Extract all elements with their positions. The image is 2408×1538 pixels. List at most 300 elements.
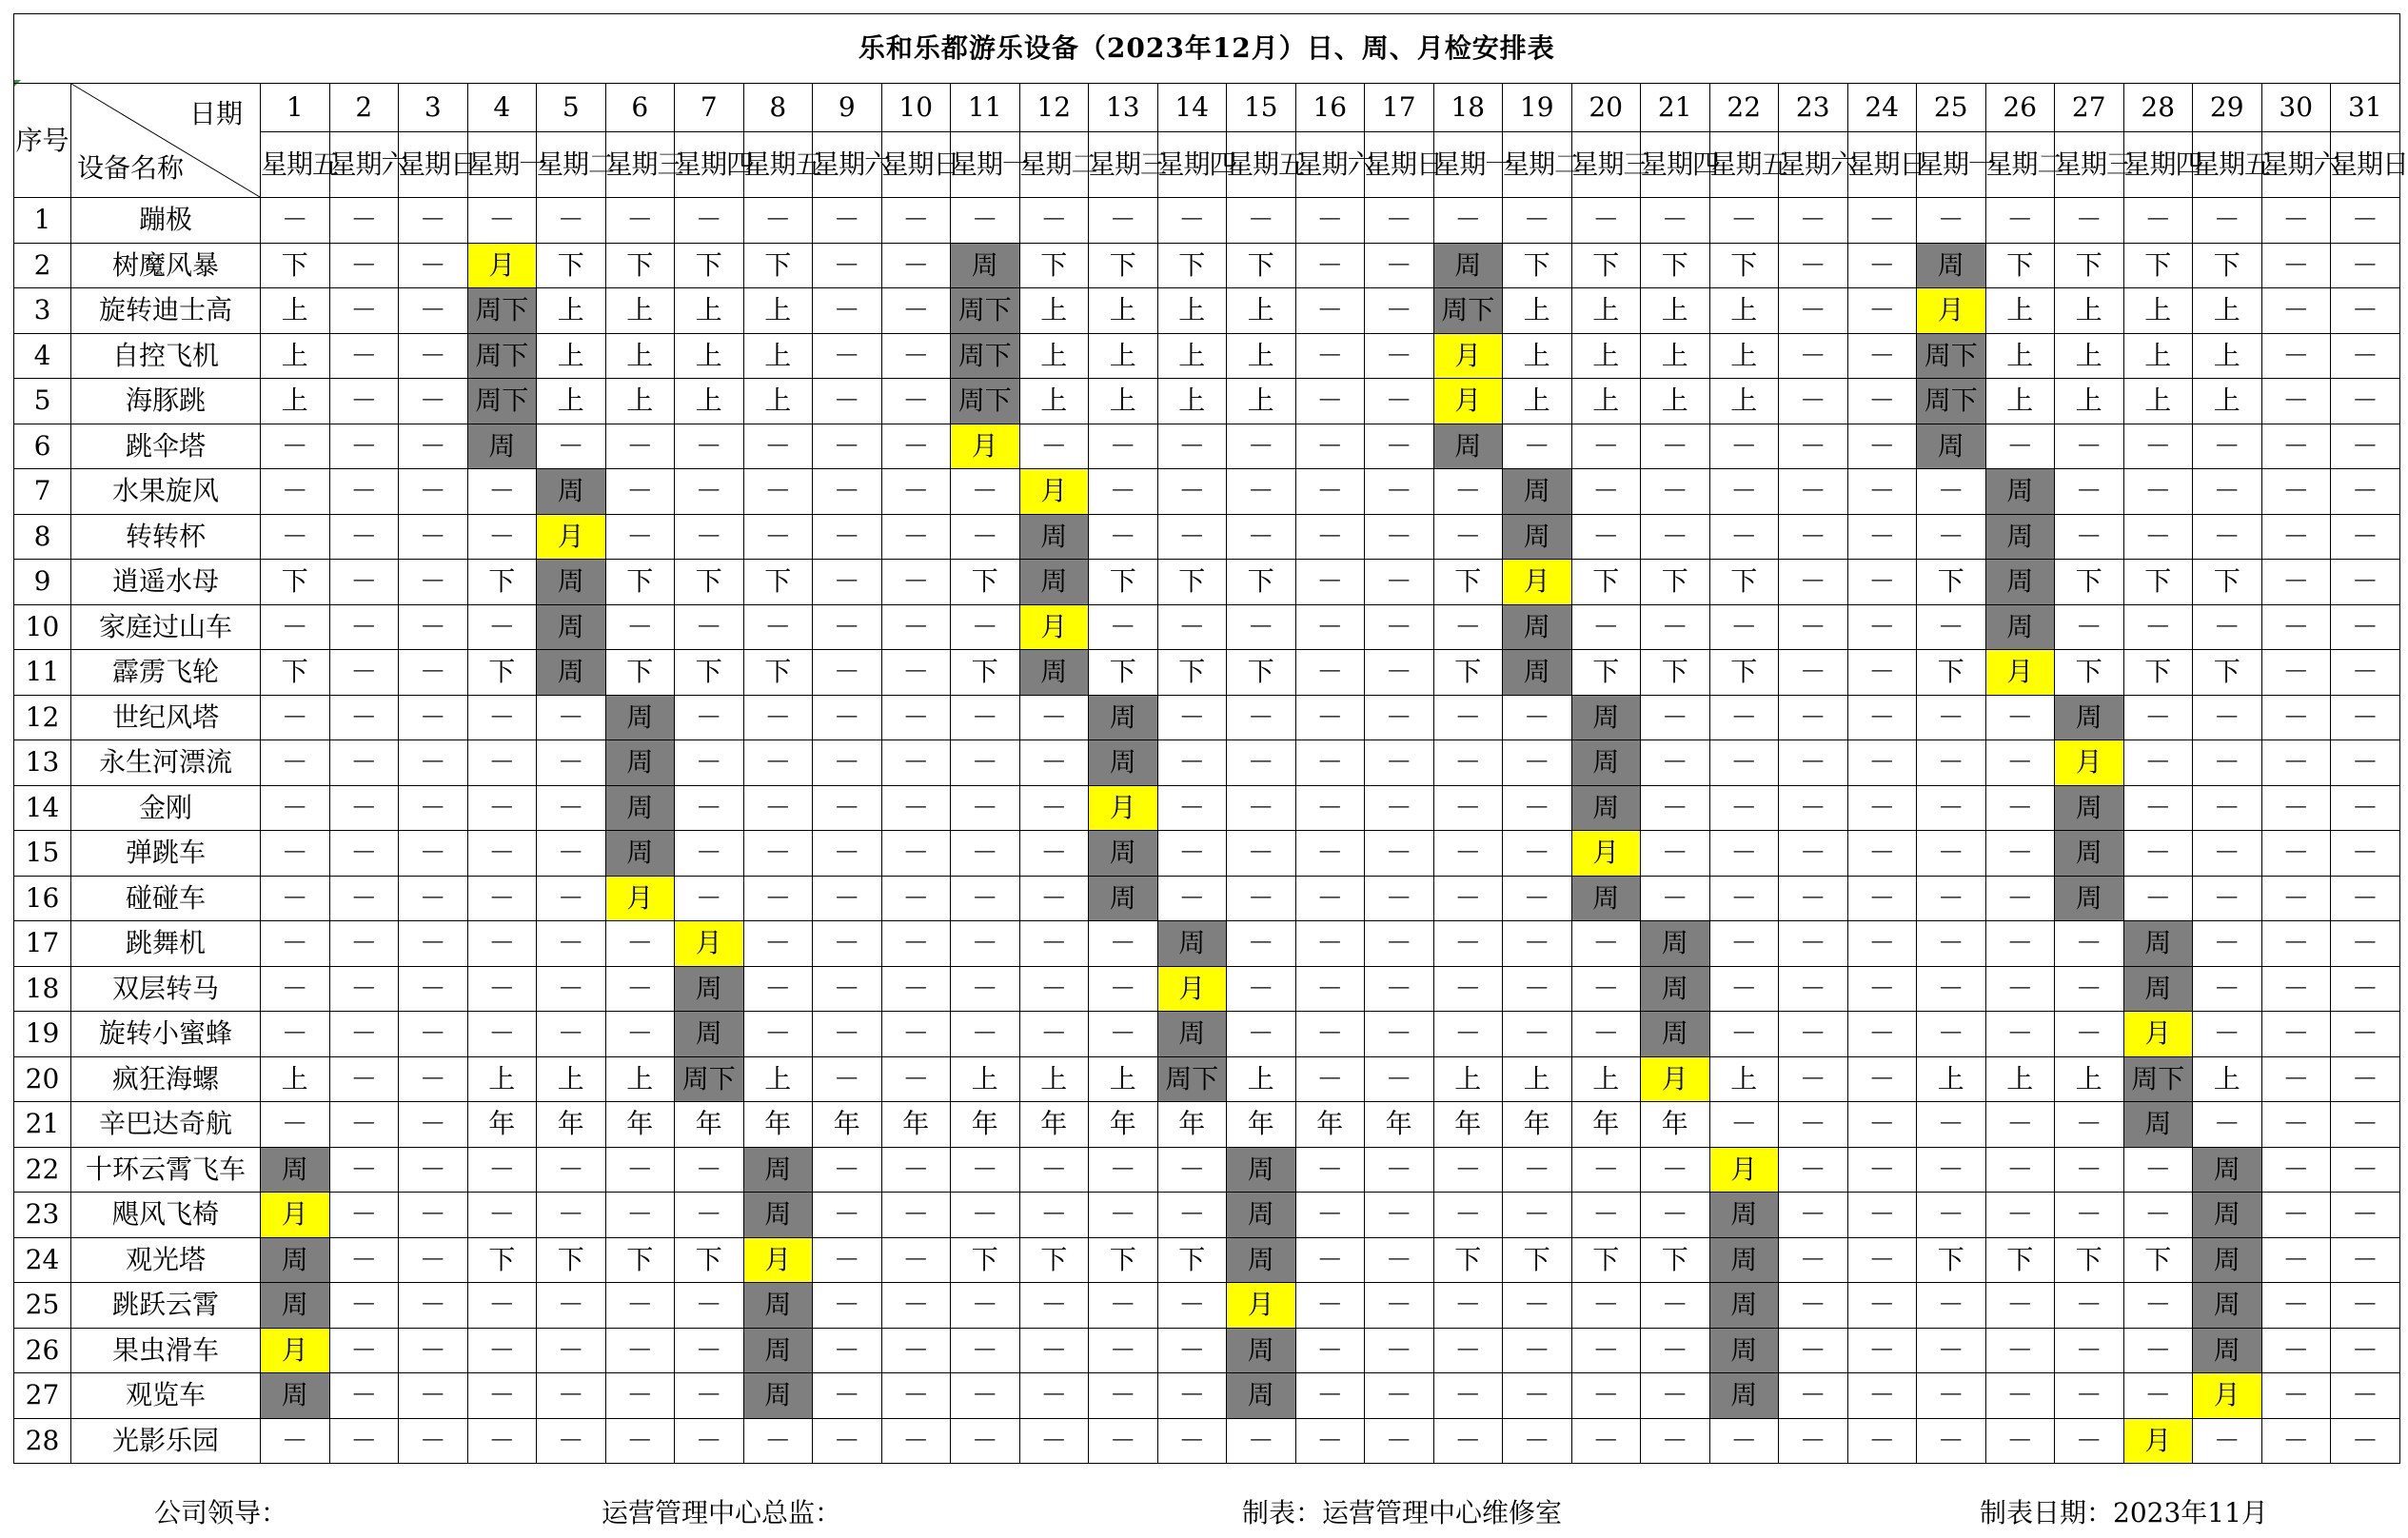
- schedule-cell[interactable]: 上: [2055, 333, 2124, 379]
- schedule-cell[interactable]: －: [1503, 831, 1572, 877]
- schedule-cell[interactable]: －: [1847, 604, 1917, 650]
- schedule-cell[interactable]: 年: [1157, 1102, 1227, 1148]
- schedule-cell[interactable]: －: [2331, 288, 2400, 334]
- schedule-cell[interactable]: 上: [1227, 333, 1296, 379]
- schedule-cell[interactable]: －: [399, 1193, 468, 1238]
- schedule-cell[interactable]: －: [2123, 1373, 2193, 1419]
- schedule-cell[interactable]: －: [1157, 785, 1227, 831]
- schedule-cell[interactable]: 周: [605, 740, 675, 786]
- schedule-cell[interactable]: 上: [1503, 288, 1572, 334]
- schedule-cell[interactable]: －: [1847, 695, 1917, 740]
- schedule-cell[interactable]: 上: [675, 288, 744, 334]
- schedule-cell[interactable]: －: [2123, 604, 2193, 650]
- schedule-cell[interactable]: －: [399, 1102, 468, 1148]
- schedule-cell[interactable]: 上: [605, 1056, 675, 1102]
- schedule-cell[interactable]: －: [881, 243, 951, 288]
- schedule-cell[interactable]: －: [1227, 604, 1296, 650]
- schedule-cell[interactable]: －: [329, 1056, 399, 1102]
- schedule-cell[interactable]: 周: [537, 560, 606, 605]
- schedule-cell[interactable]: －: [1295, 198, 1365, 244]
- schedule-cell[interactable]: 上: [537, 333, 606, 379]
- schedule-cell[interactable]: －: [2123, 424, 2193, 469]
- schedule-cell[interactable]: 下: [1157, 560, 1227, 605]
- schedule-cell[interactable]: 周: [2123, 1102, 2193, 1148]
- schedule-cell[interactable]: －: [2261, 1193, 2331, 1238]
- schedule-cell[interactable]: －: [399, 243, 468, 288]
- schedule-cell[interactable]: －: [2331, 740, 2400, 786]
- schedule-cell[interactable]: 月: [261, 1328, 330, 1373]
- schedule-cell[interactable]: －: [2193, 785, 2262, 831]
- schedule-cell[interactable]: 周下: [951, 333, 1020, 379]
- schedule-cell[interactable]: －: [1985, 1012, 2055, 1057]
- schedule-cell[interactable]: 上: [1019, 379, 1089, 424]
- schedule-cell[interactable]: －: [1019, 1147, 1089, 1193]
- schedule-cell[interactable]: －: [1985, 1193, 2055, 1238]
- schedule-cell[interactable]: 周: [537, 469, 606, 515]
- schedule-cell[interactable]: －: [1157, 1193, 1227, 1238]
- schedule-cell[interactable]: －: [329, 1373, 399, 1419]
- schedule-cell[interactable]: －: [2261, 469, 2331, 515]
- schedule-cell[interactable]: －: [1641, 424, 1710, 469]
- schedule-cell[interactable]: －: [1847, 379, 1917, 424]
- schedule-cell[interactable]: －: [743, 604, 813, 650]
- schedule-cell[interactable]: －: [743, 921, 813, 967]
- schedule-cell[interactable]: －: [2055, 1373, 2124, 1419]
- schedule-cell[interactable]: 上: [1709, 1056, 1779, 1102]
- schedule-cell[interactable]: 上: [467, 1056, 537, 1102]
- schedule-cell[interactable]: 年: [1641, 1102, 1710, 1148]
- schedule-cell[interactable]: －: [951, 1012, 1020, 1057]
- schedule-cell[interactable]: 上: [675, 379, 744, 424]
- schedule-cell[interactable]: －: [1917, 198, 1986, 244]
- schedule-cell[interactable]: －: [399, 560, 468, 605]
- schedule-cell[interactable]: －: [2193, 1012, 2262, 1057]
- schedule-cell[interactable]: －: [813, 876, 882, 921]
- schedule-cell[interactable]: 月: [1571, 831, 1641, 877]
- schedule-cell[interactable]: 上: [1227, 1056, 1296, 1102]
- schedule-cell[interactable]: －: [2123, 695, 2193, 740]
- schedule-cell[interactable]: －: [1157, 876, 1227, 921]
- schedule-cell[interactable]: －: [1847, 424, 1917, 469]
- schedule-cell[interactable]: 年: [1571, 1102, 1641, 1148]
- schedule-cell[interactable]: －: [1295, 1418, 1365, 1464]
- schedule-cell[interactable]: －: [1917, 740, 1986, 786]
- schedule-cell[interactable]: 周: [1709, 1373, 1779, 1419]
- schedule-cell[interactable]: 周下: [467, 379, 537, 424]
- schedule-cell[interactable]: 上: [743, 379, 813, 424]
- schedule-cell[interactable]: －: [329, 1147, 399, 1193]
- schedule-cell[interactable]: 上: [2123, 333, 2193, 379]
- schedule-cell[interactable]: －: [467, 1147, 537, 1193]
- schedule-cell[interactable]: 周: [743, 1283, 813, 1329]
- schedule-cell[interactable]: －: [743, 198, 813, 244]
- schedule-cell[interactable]: －: [1985, 198, 2055, 244]
- schedule-cell[interactable]: 上: [1157, 379, 1227, 424]
- schedule-cell[interactable]: －: [1295, 1328, 1365, 1373]
- schedule-cell[interactable]: 上: [1641, 333, 1710, 379]
- schedule-cell[interactable]: －: [881, 831, 951, 877]
- schedule-cell[interactable]: －: [2123, 198, 2193, 244]
- schedule-cell[interactable]: －: [1779, 469, 1848, 515]
- schedule-cell[interactable]: 上: [605, 333, 675, 379]
- schedule-cell[interactable]: －: [329, 514, 399, 560]
- schedule-cell[interactable]: －: [261, 740, 330, 786]
- schedule-cell[interactable]: 周: [1157, 921, 1227, 967]
- schedule-cell[interactable]: 周下: [1433, 288, 1503, 334]
- schedule-cell[interactable]: 周: [1089, 740, 1158, 786]
- schedule-cell[interactable]: －: [605, 1328, 675, 1373]
- schedule-cell[interactable]: －: [2261, 740, 2331, 786]
- schedule-cell[interactable]: －: [1641, 514, 1710, 560]
- schedule-cell[interactable]: 月: [1019, 469, 1089, 515]
- schedule-cell[interactable]: －: [1779, 243, 1848, 288]
- schedule-cell[interactable]: 年: [743, 1102, 813, 1148]
- schedule-cell[interactable]: －: [951, 740, 1020, 786]
- schedule-cell[interactable]: －: [1985, 1418, 2055, 1464]
- schedule-cell[interactable]: －: [813, 424, 882, 469]
- schedule-cell[interactable]: －: [1227, 921, 1296, 967]
- schedule-cell[interactable]: 周: [261, 1147, 330, 1193]
- schedule-cell[interactable]: －: [1571, 1012, 1641, 1057]
- schedule-cell[interactable]: －: [1365, 785, 1434, 831]
- schedule-cell[interactable]: －: [1779, 740, 1848, 786]
- schedule-cell[interactable]: 周: [2193, 1193, 2262, 1238]
- schedule-cell[interactable]: 上: [1709, 333, 1779, 379]
- schedule-cell[interactable]: －: [605, 1193, 675, 1238]
- schedule-cell[interactable]: －: [1365, 469, 1434, 515]
- schedule-cell[interactable]: －: [1433, 1373, 1503, 1419]
- schedule-cell[interactable]: －: [1571, 966, 1641, 1012]
- schedule-cell[interactable]: 下: [467, 560, 537, 605]
- schedule-cell[interactable]: －: [1571, 424, 1641, 469]
- schedule-cell[interactable]: －: [1365, 424, 1434, 469]
- schedule-cell[interactable]: －: [675, 514, 744, 560]
- schedule-cell[interactable]: －: [1365, 1012, 1434, 1057]
- schedule-cell[interactable]: －: [1779, 966, 1848, 1012]
- schedule-cell[interactable]: 周: [1641, 1012, 1710, 1057]
- schedule-cell[interactable]: －: [1709, 966, 1779, 1012]
- schedule-cell[interactable]: －: [1227, 1012, 1296, 1057]
- schedule-cell[interactable]: －: [2261, 1147, 2331, 1193]
- schedule-cell[interactable]: －: [1019, 921, 1089, 967]
- schedule-cell[interactable]: 上: [1571, 1056, 1641, 1102]
- schedule-cell[interactable]: －: [399, 966, 468, 1012]
- schedule-cell[interactable]: 上: [743, 1056, 813, 1102]
- schedule-cell[interactable]: 周: [743, 1373, 813, 1419]
- schedule-cell[interactable]: －: [813, 604, 882, 650]
- schedule-cell[interactable]: －: [813, 1328, 882, 1373]
- schedule-cell[interactable]: －: [675, 469, 744, 515]
- schedule-cell[interactable]: 下: [1571, 243, 1641, 288]
- schedule-cell[interactable]: －: [813, 379, 882, 424]
- schedule-cell[interactable]: 上: [1917, 1056, 1986, 1102]
- schedule-cell[interactable]: －: [2261, 604, 2331, 650]
- schedule-cell[interactable]: －: [743, 1418, 813, 1464]
- schedule-cell[interactable]: －: [743, 695, 813, 740]
- schedule-cell[interactable]: －: [537, 198, 606, 244]
- schedule-cell[interactable]: －: [605, 424, 675, 469]
- schedule-cell[interactable]: －: [2055, 424, 2124, 469]
- schedule-cell[interactable]: －: [1847, 966, 1917, 1012]
- schedule-cell[interactable]: －: [1917, 1373, 1986, 1419]
- schedule-cell[interactable]: －: [881, 785, 951, 831]
- schedule-cell[interactable]: －: [329, 740, 399, 786]
- schedule-cell[interactable]: 周: [1641, 966, 1710, 1012]
- schedule-cell[interactable]: 周下: [467, 288, 537, 334]
- schedule-cell[interactable]: －: [1847, 1012, 1917, 1057]
- schedule-cell[interactable]: 周: [1227, 1193, 1296, 1238]
- schedule-cell[interactable]: －: [1157, 1373, 1227, 1419]
- schedule-cell[interactable]: －: [1779, 1056, 1848, 1102]
- schedule-cell[interactable]: －: [881, 514, 951, 560]
- schedule-cell[interactable]: －: [1365, 1056, 1434, 1102]
- schedule-cell[interactable]: －: [2193, 921, 2262, 967]
- schedule-cell[interactable]: －: [261, 514, 330, 560]
- schedule-cell[interactable]: 上: [1089, 1056, 1158, 1102]
- schedule-cell[interactable]: 上: [2193, 288, 2262, 334]
- schedule-cell[interactable]: 上: [1571, 333, 1641, 379]
- schedule-cell[interactable]: 上: [605, 288, 675, 334]
- schedule-cell[interactable]: －: [743, 785, 813, 831]
- schedule-cell[interactable]: －: [2331, 424, 2400, 469]
- schedule-cell[interactable]: 上: [261, 1056, 330, 1102]
- schedule-cell[interactable]: 周: [605, 785, 675, 831]
- schedule-cell[interactable]: －: [1779, 1193, 1848, 1238]
- schedule-cell[interactable]: 下: [1157, 650, 1227, 696]
- schedule-cell[interactable]: －: [605, 1012, 675, 1057]
- schedule-cell[interactable]: －: [261, 1418, 330, 1464]
- schedule-cell[interactable]: －: [1019, 198, 1089, 244]
- schedule-cell[interactable]: 下: [261, 243, 330, 288]
- schedule-cell[interactable]: －: [1433, 604, 1503, 650]
- schedule-cell[interactable]: －: [605, 1147, 675, 1193]
- schedule-cell[interactable]: 上: [1985, 379, 2055, 424]
- schedule-cell[interactable]: －: [1847, 1283, 1917, 1329]
- schedule-cell[interactable]: －: [2193, 469, 2262, 515]
- schedule-cell[interactable]: －: [1709, 1418, 1779, 1464]
- schedule-cell[interactable]: 周: [2193, 1237, 2262, 1283]
- schedule-cell[interactable]: －: [2261, 198, 2331, 244]
- schedule-cell[interactable]: －: [1571, 1147, 1641, 1193]
- schedule-cell[interactable]: －: [2331, 333, 2400, 379]
- schedule-cell[interactable]: 下: [951, 650, 1020, 696]
- schedule-cell[interactable]: －: [1295, 1237, 1365, 1283]
- schedule-cell[interactable]: －: [2193, 514, 2262, 560]
- schedule-cell[interactable]: 年: [467, 1102, 537, 1148]
- schedule-cell[interactable]: 周: [1571, 740, 1641, 786]
- schedule-cell[interactable]: 下: [261, 650, 330, 696]
- schedule-cell[interactable]: 下: [1227, 560, 1296, 605]
- schedule-cell[interactable]: －: [1917, 1328, 1986, 1373]
- schedule-cell[interactable]: －: [1019, 966, 1089, 1012]
- schedule-cell[interactable]: －: [1571, 1193, 1641, 1238]
- schedule-cell[interactable]: 周下: [1917, 333, 1986, 379]
- schedule-cell[interactable]: 月: [1985, 650, 2055, 696]
- schedule-cell[interactable]: －: [329, 379, 399, 424]
- schedule-cell[interactable]: －: [1709, 1102, 1779, 1148]
- schedule-cell[interactable]: －: [1089, 1147, 1158, 1193]
- schedule-cell[interactable]: －: [399, 1328, 468, 1373]
- schedule-cell[interactable]: －: [813, 514, 882, 560]
- schedule-cell[interactable]: －: [675, 785, 744, 831]
- schedule-cell[interactable]: 下: [1503, 243, 1572, 288]
- schedule-cell[interactable]: －: [605, 604, 675, 650]
- schedule-cell[interactable]: 周下: [951, 288, 1020, 334]
- schedule-cell[interactable]: 下: [1089, 650, 1158, 696]
- schedule-cell[interactable]: －: [675, 1418, 744, 1464]
- schedule-cell[interactable]: －: [1295, 1012, 1365, 1057]
- schedule-cell[interactable]: 周: [2193, 1328, 2262, 1373]
- schedule-cell[interactable]: 下: [1433, 650, 1503, 696]
- schedule-cell[interactable]: －: [881, 740, 951, 786]
- schedule-cell[interactable]: －: [1157, 831, 1227, 877]
- schedule-cell[interactable]: －: [2261, 1102, 2331, 1148]
- schedule-cell[interactable]: －: [2055, 1418, 2124, 1464]
- schedule-cell[interactable]: －: [1985, 831, 2055, 877]
- schedule-cell[interactable]: －: [329, 921, 399, 967]
- schedule-cell[interactable]: －: [399, 604, 468, 650]
- schedule-cell[interactable]: 周: [1985, 514, 2055, 560]
- schedule-cell[interactable]: －: [605, 1418, 675, 1464]
- schedule-cell[interactable]: 上: [1641, 288, 1710, 334]
- schedule-cell[interactable]: 月: [743, 1237, 813, 1283]
- schedule-cell[interactable]: －: [813, 1237, 882, 1283]
- schedule-cell[interactable]: －: [1709, 469, 1779, 515]
- schedule-cell[interactable]: －: [1779, 695, 1848, 740]
- schedule-cell[interactable]: －: [1365, 695, 1434, 740]
- schedule-cell[interactable]: －: [537, 1328, 606, 1373]
- schedule-cell[interactable]: －: [1157, 424, 1227, 469]
- schedule-cell[interactable]: 上: [1227, 288, 1296, 334]
- schedule-cell[interactable]: 下: [2055, 650, 2124, 696]
- schedule-cell[interactable]: －: [537, 740, 606, 786]
- schedule-cell[interactable]: －: [1917, 921, 1986, 967]
- schedule-cell[interactable]: －: [1295, 333, 1365, 379]
- schedule-cell[interactable]: －: [1503, 921, 1572, 967]
- schedule-cell[interactable]: －: [467, 1283, 537, 1329]
- schedule-cell[interactable]: －: [1295, 560, 1365, 605]
- schedule-cell[interactable]: －: [467, 695, 537, 740]
- schedule-cell[interactable]: －: [1433, 695, 1503, 740]
- schedule-cell[interactable]: －: [675, 198, 744, 244]
- schedule-cell[interactable]: －: [1157, 469, 1227, 515]
- schedule-cell[interactable]: －: [1365, 198, 1434, 244]
- schedule-cell[interactable]: －: [1779, 288, 1848, 334]
- schedule-cell[interactable]: 下: [1985, 1237, 2055, 1283]
- schedule-cell[interactable]: －: [1985, 740, 2055, 786]
- schedule-cell[interactable]: 下: [1089, 560, 1158, 605]
- schedule-cell[interactable]: 周下: [675, 1056, 744, 1102]
- schedule-cell[interactable]: －: [467, 785, 537, 831]
- schedule-cell[interactable]: －: [1295, 966, 1365, 1012]
- schedule-cell[interactable]: －: [1779, 560, 1848, 605]
- schedule-cell[interactable]: －: [1847, 921, 1917, 967]
- schedule-cell[interactable]: －: [1295, 604, 1365, 650]
- schedule-cell[interactable]: 上: [1089, 379, 1158, 424]
- schedule-cell[interactable]: －: [2331, 695, 2400, 740]
- schedule-cell[interactable]: 年: [1019, 1102, 1089, 1148]
- schedule-cell[interactable]: －: [261, 469, 330, 515]
- schedule-cell[interactable]: 周: [743, 1193, 813, 1238]
- schedule-cell[interactable]: －: [881, 966, 951, 1012]
- schedule-cell[interactable]: －: [2331, 1056, 2400, 1102]
- schedule-cell[interactable]: －: [1089, 921, 1158, 967]
- schedule-cell[interactable]: 上: [605, 379, 675, 424]
- schedule-cell[interactable]: 周: [1571, 785, 1641, 831]
- schedule-cell[interactable]: －: [1641, 1328, 1710, 1373]
- schedule-cell[interactable]: －: [675, 876, 744, 921]
- schedule-cell[interactable]: 周: [1089, 831, 1158, 877]
- schedule-cell[interactable]: －: [881, 604, 951, 650]
- schedule-cell[interactable]: －: [2261, 650, 2331, 696]
- schedule-cell[interactable]: －: [881, 333, 951, 379]
- schedule-cell[interactable]: －: [1847, 1373, 1917, 1419]
- schedule-cell[interactable]: －: [2331, 469, 2400, 515]
- schedule-cell[interactable]: －: [1779, 333, 1848, 379]
- schedule-cell[interactable]: －: [1847, 288, 1917, 334]
- schedule-cell[interactable]: －: [1295, 1193, 1365, 1238]
- schedule-cell[interactable]: －: [743, 876, 813, 921]
- schedule-cell[interactable]: 上: [1571, 288, 1641, 334]
- schedule-cell[interactable]: 年: [813, 1102, 882, 1148]
- schedule-cell[interactable]: －: [1985, 1283, 2055, 1329]
- schedule-cell[interactable]: －: [675, 604, 744, 650]
- schedule-cell[interactable]: 周: [1227, 1237, 1296, 1283]
- schedule-cell[interactable]: －: [1089, 469, 1158, 515]
- schedule-cell[interactable]: －: [329, 1237, 399, 1283]
- schedule-cell[interactable]: －: [675, 831, 744, 877]
- schedule-cell[interactable]: 上: [743, 288, 813, 334]
- schedule-cell[interactable]: －: [1641, 1283, 1710, 1329]
- schedule-cell[interactable]: －: [1641, 1193, 1710, 1238]
- schedule-cell[interactable]: －: [1433, 1012, 1503, 1057]
- schedule-cell[interactable]: 下: [1641, 1237, 1710, 1283]
- schedule-cell[interactable]: －: [1917, 1147, 1986, 1193]
- schedule-cell[interactable]: －: [1295, 1283, 1365, 1329]
- schedule-cell[interactable]: －: [1433, 469, 1503, 515]
- schedule-cell[interactable]: －: [675, 1147, 744, 1193]
- schedule-cell[interactable]: 上: [1019, 1056, 1089, 1102]
- schedule-cell[interactable]: －: [467, 966, 537, 1012]
- schedule-cell[interactable]: 周: [1571, 876, 1641, 921]
- schedule-cell[interactable]: －: [1503, 876, 1572, 921]
- schedule-cell[interactable]: －: [1433, 740, 1503, 786]
- schedule-cell[interactable]: －: [261, 198, 330, 244]
- schedule-cell[interactable]: －: [1433, 966, 1503, 1012]
- schedule-cell[interactable]: 上: [2123, 288, 2193, 334]
- schedule-cell[interactable]: －: [467, 1193, 537, 1238]
- schedule-cell[interactable]: －: [1365, 650, 1434, 696]
- schedule-cell[interactable]: －: [1433, 876, 1503, 921]
- schedule-cell[interactable]: －: [605, 1373, 675, 1419]
- schedule-cell[interactable]: －: [951, 1418, 1020, 1464]
- schedule-cell[interactable]: －: [2123, 1328, 2193, 1373]
- schedule-cell[interactable]: －: [1365, 1237, 1434, 1283]
- schedule-cell[interactable]: －: [2261, 831, 2331, 877]
- schedule-cell[interactable]: －: [1433, 198, 1503, 244]
- schedule-cell[interactable]: －: [813, 1147, 882, 1193]
- schedule-cell[interactable]: －: [2261, 876, 2331, 921]
- schedule-cell[interactable]: －: [2331, 831, 2400, 877]
- schedule-cell[interactable]: 周下: [2123, 1056, 2193, 1102]
- schedule-cell[interactable]: －: [1019, 1328, 1089, 1373]
- schedule-cell[interactable]: －: [605, 1283, 675, 1329]
- schedule-cell[interactable]: －: [537, 1373, 606, 1419]
- schedule-cell[interactable]: 周: [2055, 785, 2124, 831]
- schedule-cell[interactable]: －: [2193, 831, 2262, 877]
- schedule-cell[interactable]: 上: [1503, 379, 1572, 424]
- schedule-cell[interactable]: －: [813, 198, 882, 244]
